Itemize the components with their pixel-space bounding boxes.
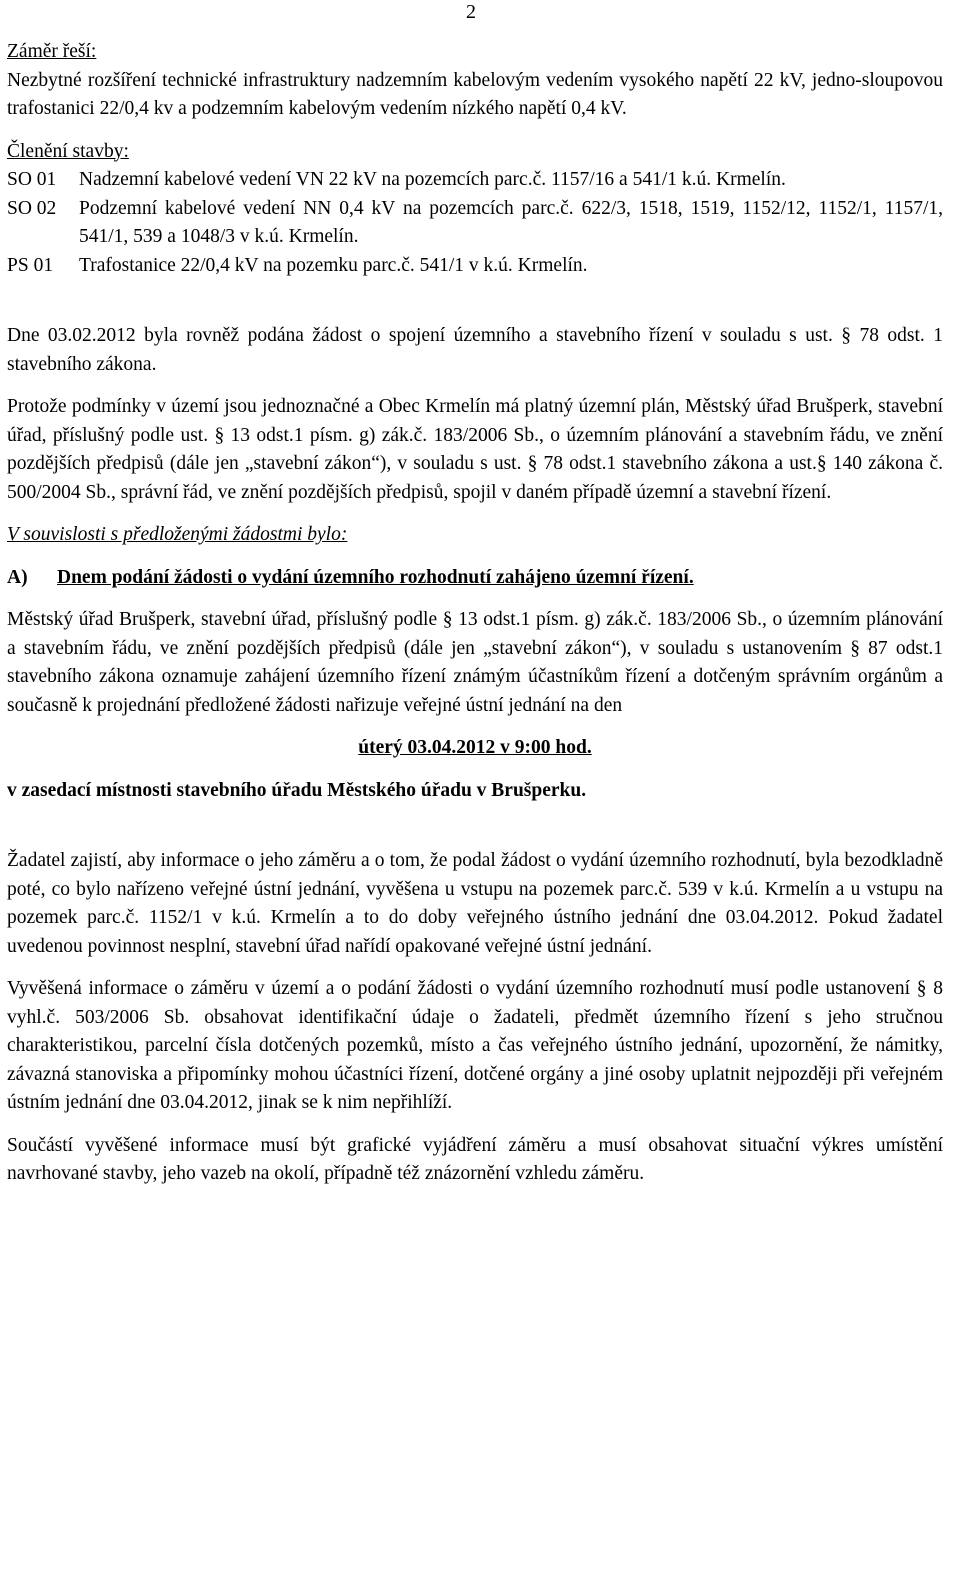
section-a-heading bbox=[7, 564, 943, 593]
section-a-title: Dnem podání žádosti o vydání územního rozhodnutí zahájeno územní řízení. bbox=[57, 566, 694, 588]
paragraph-graphic: Součástí vyvěšené informace musí být grafické vyjádření záměru a musí obsahovat situační výkres umístění navrhované stavby, jeho vazeb na okolí, případně též znázornění vzhledu záměru. bbox=[7, 1134, 943, 1184]
paragraph-posted-info: Vyvěšená informace o záměru v území a o podání žádosti o vydání územního rozhodnutí musí podle ustanovení § 8 vyhl.č. 503/2006 Sb. obsahovat identifikační údaje o žadateli, předmět územního řízení s jeho stručnou charakteristikou, parcelní čísla dotčených pozemků, místo a čas veřejného ústního jednání, upozornění, že námitky, závazná stanoviska a připomínky mohou účastníci řízení, dotčené orgány a jiné osoby uplatnit nejpozději při veřejném ústním jednání dne 03.04.2012, jinak se k nim nepřihlíží. bbox=[7, 978, 943, 1113]
hearing-date: úterý 03.04.2012 v 9:00 hod. bbox=[358, 737, 592, 758]
intent-text: Nezbytné rozšíření technické infrastruktury nadzemním kabelovým vedením vysokého napětí 22 kV, jedno-sloupovou trafostanici 22/0,4 kv a podzemním kabelovým vedením nízkého napětí 0,4 kV. bbox=[7, 69, 943, 119]
structure-item-code: PS 01 bbox=[7, 254, 54, 276]
hearing-place: v zasedací místnosti stavebního úřadu Městského úřadu v Brušperku. bbox=[7, 779, 587, 801]
structure-heading: Členění stavby: bbox=[7, 140, 129, 162]
context-heading: V souvislosti s předloženými žádostmi bylo: bbox=[7, 524, 348, 545]
structure-item bbox=[7, 252, 943, 281]
structure-item-text: Trafostanice 22/0,4 kV na pozemku parc.č. 541/1 v k.ú. Krmelín. bbox=[79, 254, 588, 276]
section-a-letter: A) bbox=[7, 566, 28, 588]
page-number: 2 bbox=[466, 1, 476, 23]
structure-item bbox=[7, 195, 943, 252]
intent-heading: Záměr řeší: bbox=[7, 41, 97, 62]
structure-item-code: SO 01 bbox=[7, 169, 57, 190]
structure-item-text: Nadzemní kabelové vedení VN 22 kV na pozemcích parc.č. 1157/16 a 541/1 k.ú. Krmelín. bbox=[79, 169, 786, 190]
structure-item bbox=[7, 166, 943, 195]
document-page bbox=[7, 38, 943, 1189]
paragraph-notice: Městský úřad Brušperk, stavební úřad, příslušný podle § 13 odst.1 písm. g) zák.č. 183/2006 Sb., o územním plánování a stavebním řádu, ve znění pozdějších předpisů (dále jen „stavební zákon“), v souladu s ustanovením § 87 odst.1 stavebního zákona oznamuje zahájení územního řízení známým účastníkům řízení a dotčeným správním orgánům a současně k projednání předložené žádosti nařizuje veřejné ústní jednání na den bbox=[7, 609, 943, 716]
structure-item-code: SO 02 bbox=[7, 197, 57, 219]
paragraph-applicant-duty: Žadatel zajistí, aby informace o jeho záměru a o tom, že podal žádost o vydání územního rozhodnutí, byla bezodkladně poté, co bylo nařízeno veřejné ústní jednání, vyvěšena u vstupu na pozemek parc.č. 539 v k.ú. Krmelín a u vstupu na pozemek parc.č. 1152/1 v k.ú. Krmelín a to do doby veřejného ústního jednání dne 03.04.2012. Pokud žadatel uvedenou povinnost nesplní, stavební úřad nařídí opakované veřejné ústní jednání. bbox=[7, 850, 943, 957]
paragraph-joint-decision: Protože podmínky v území jsou jednoznačné a Obec Krmelín má platný územní plán, Městský úřad Brušperk, stavební úřad, příslušný podle ust. § 13 odst.1 písm. g) zák.č. 183/2006 Sb., o územním plánování a stavebním řádu, ve znění pozdějších předpisů (dále jen „stavební zákon“), v souladu s ust. § 78 odst.1 stavebního zákona a ust.§ 140 zákona č. 500/2004 Sb., správní řád, ve znění pozdějších předpisů, spojil v daném případě územní a stavební řízení. bbox=[7, 396, 943, 503]
paragraph-joint-proceedings: Dne 03.02.2012 byla rovněž podána žádost o spojení územního a stavebního řízení v souladu s ust. § 78 odst. 1 stavebního zákona. bbox=[7, 325, 943, 375]
structure-item-text: Podzemní kabelové vedení NN 0,4 kV na pozemcích parc.č. 622/3, 1518, 1519, 1152/12, 1152/1, 1157/1, 541/1, 539 a 1048/3 v k.ú. Krmelín. bbox=[79, 197, 943, 247]
